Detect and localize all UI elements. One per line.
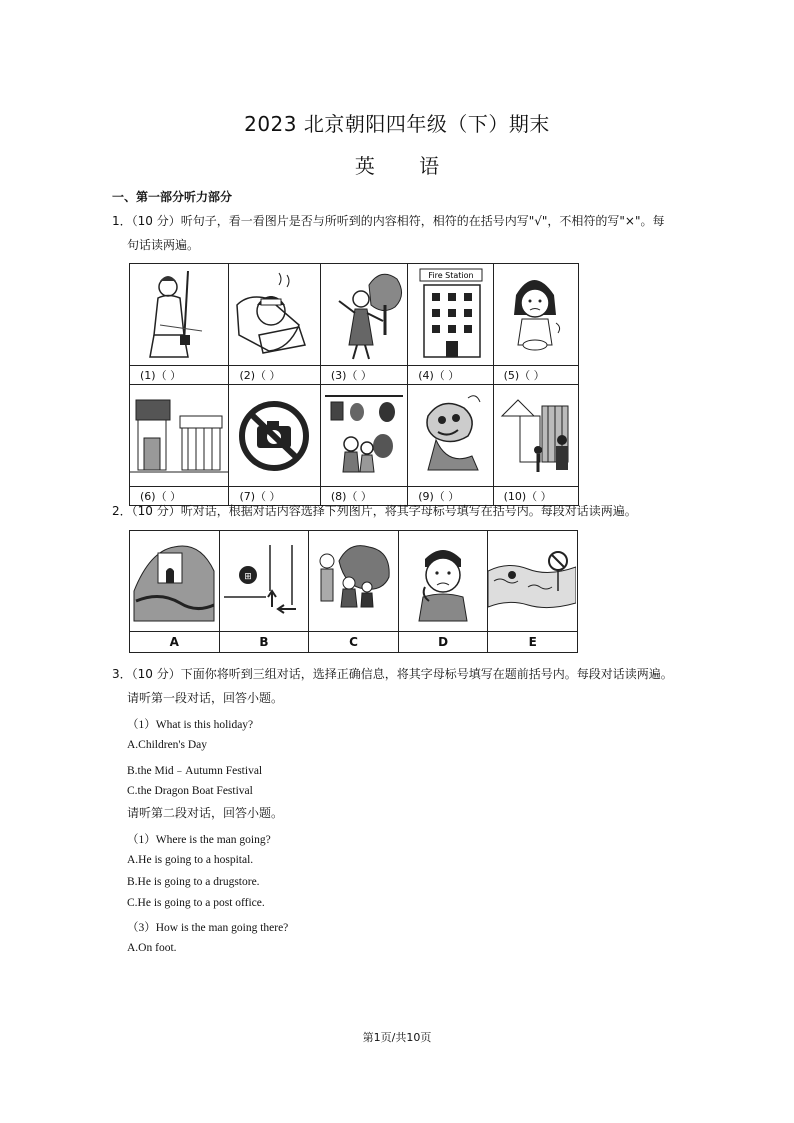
- page-number: 第1页/共10页: [362, 1031, 432, 1044]
- q3-q2-option-b: B.He is going to a drugstore.: [127, 876, 260, 888]
- q1-picture-2: [229, 264, 320, 366]
- q1-label-1: (1)（ ）: [130, 366, 229, 385]
- lion-dance-icon: [408, 386, 492, 486]
- q2-instruction: 2．（10 分）听对话，根据对话内容选择下列图片，将其字母标号填写在括号内。每段对话读两遍。: [112, 504, 637, 518]
- q3-question-1-stem: （1）What is this holiday?: [127, 719, 254, 731]
- girl-with-bowl-icon: [494, 265, 578, 365]
- section-heading: 一、第一部分听力部分: [112, 190, 233, 204]
- q2-label-e: E: [488, 632, 578, 653]
- q1-label-4: (4)（ ）: [408, 366, 493, 385]
- fire-station-icon: [408, 265, 492, 365]
- q1-label-2: (2)（ ）: [229, 366, 320, 385]
- road-map-icon: [220, 531, 308, 631]
- q3-part2-intro: 请听第二段对话，回答小题。: [127, 806, 284, 820]
- toothache-boy-icon: [399, 531, 487, 631]
- q1-picture-4: [408, 264, 493, 366]
- shops-icon: [130, 386, 228, 486]
- q3-part1-intro: 请听第一段对话，回答小题。: [127, 691, 284, 705]
- erhu-player-icon: [130, 265, 228, 365]
- q1-picture-table: [129, 263, 579, 506]
- q3-q1-option-a: A.Children's Day: [127, 739, 208, 751]
- q1-label-10: (10)（ ）: [493, 487, 578, 506]
- q3-question-3-stem: （3）How is the man going there?: [127, 922, 289, 934]
- lanterns-icon: [321, 386, 407, 486]
- no-camera-icon: [229, 386, 319, 486]
- q1-picture-8: [320, 385, 407, 487]
- q1-picture-10: [493, 385, 578, 487]
- q1-label-7: (7)（ ）: [229, 487, 320, 506]
- q2-picture-e: [488, 531, 578, 632]
- q3-q3-option-a: A.On foot.: [127, 942, 177, 954]
- q1-label-3: (3)（ ）: [320, 366, 407, 385]
- q2-picture-b: [219, 531, 309, 632]
- q1-picture-5: [493, 264, 578, 366]
- q1-picture-9: [408, 385, 493, 487]
- sick-girl-icon: [229, 265, 319, 365]
- q2-picture-table: [129, 530, 578, 653]
- q2-label-b: B: [219, 632, 309, 653]
- q3-question-2-stem: （1）Where is the man going?: [127, 834, 271, 846]
- q2-picture-d: [398, 531, 488, 632]
- q1-picture-1: [130, 264, 229, 366]
- q3-q1-option-b: B.the Mid﹣Autumn Festival: [127, 765, 263, 777]
- q1-label-6: (6)（ ）: [130, 487, 229, 506]
- q1-picture-7: [229, 385, 320, 487]
- q2-picture-c: [309, 531, 399, 632]
- no-swimming-icon: [488, 531, 576, 631]
- q2-label-d: D: [398, 632, 488, 653]
- q1-picture-6: [130, 385, 229, 487]
- q3-q2-option-a: A.He is going to a hospital.: [127, 854, 254, 866]
- q1-label-5: (5)（ ）: [493, 366, 578, 385]
- q2-picture-a: [130, 531, 220, 632]
- fire-station-sign: Fire Station: [428, 270, 474, 280]
- q1-label-9: (9)（ ）: [408, 487, 493, 506]
- q3-instruction: 3．（10 分）下面你将听到三组对话，选择正确信息，将其字母标号填写在题前括号内。每段对话读两遍。: [112, 667, 673, 681]
- boy-buildings-icon: [494, 386, 578, 486]
- q3-q2-option-c: C.He is going to a post office.: [127, 897, 265, 909]
- q1-instruction-line2: 句话读两遍。: [127, 238, 200, 252]
- girl-dancing-icon: [321, 265, 407, 365]
- q2-label-c: C: [309, 632, 399, 653]
- great-wall-icon: [130, 531, 218, 631]
- q2-label-a: A: [130, 632, 220, 653]
- family-park-icon: [309, 531, 397, 631]
- q1-instruction-line1: 1．（10 分）听句子，看一看图片是否与所听到的内容相符，相符的在括号内写"√"，不相符的写"×"。每: [112, 214, 665, 228]
- subject-title: 英 语: [354, 154, 440, 178]
- cart-icon: ⊞: [243, 572, 252, 582]
- page-title: 2023 北京朝阳四年级（下）期末: [244, 112, 550, 136]
- q1-picture-3: [320, 264, 407, 366]
- q3-q1-option-c: C.the Dragon Boat Festival: [127, 785, 253, 797]
- q1-label-8: (8)（ ）: [320, 487, 407, 506]
